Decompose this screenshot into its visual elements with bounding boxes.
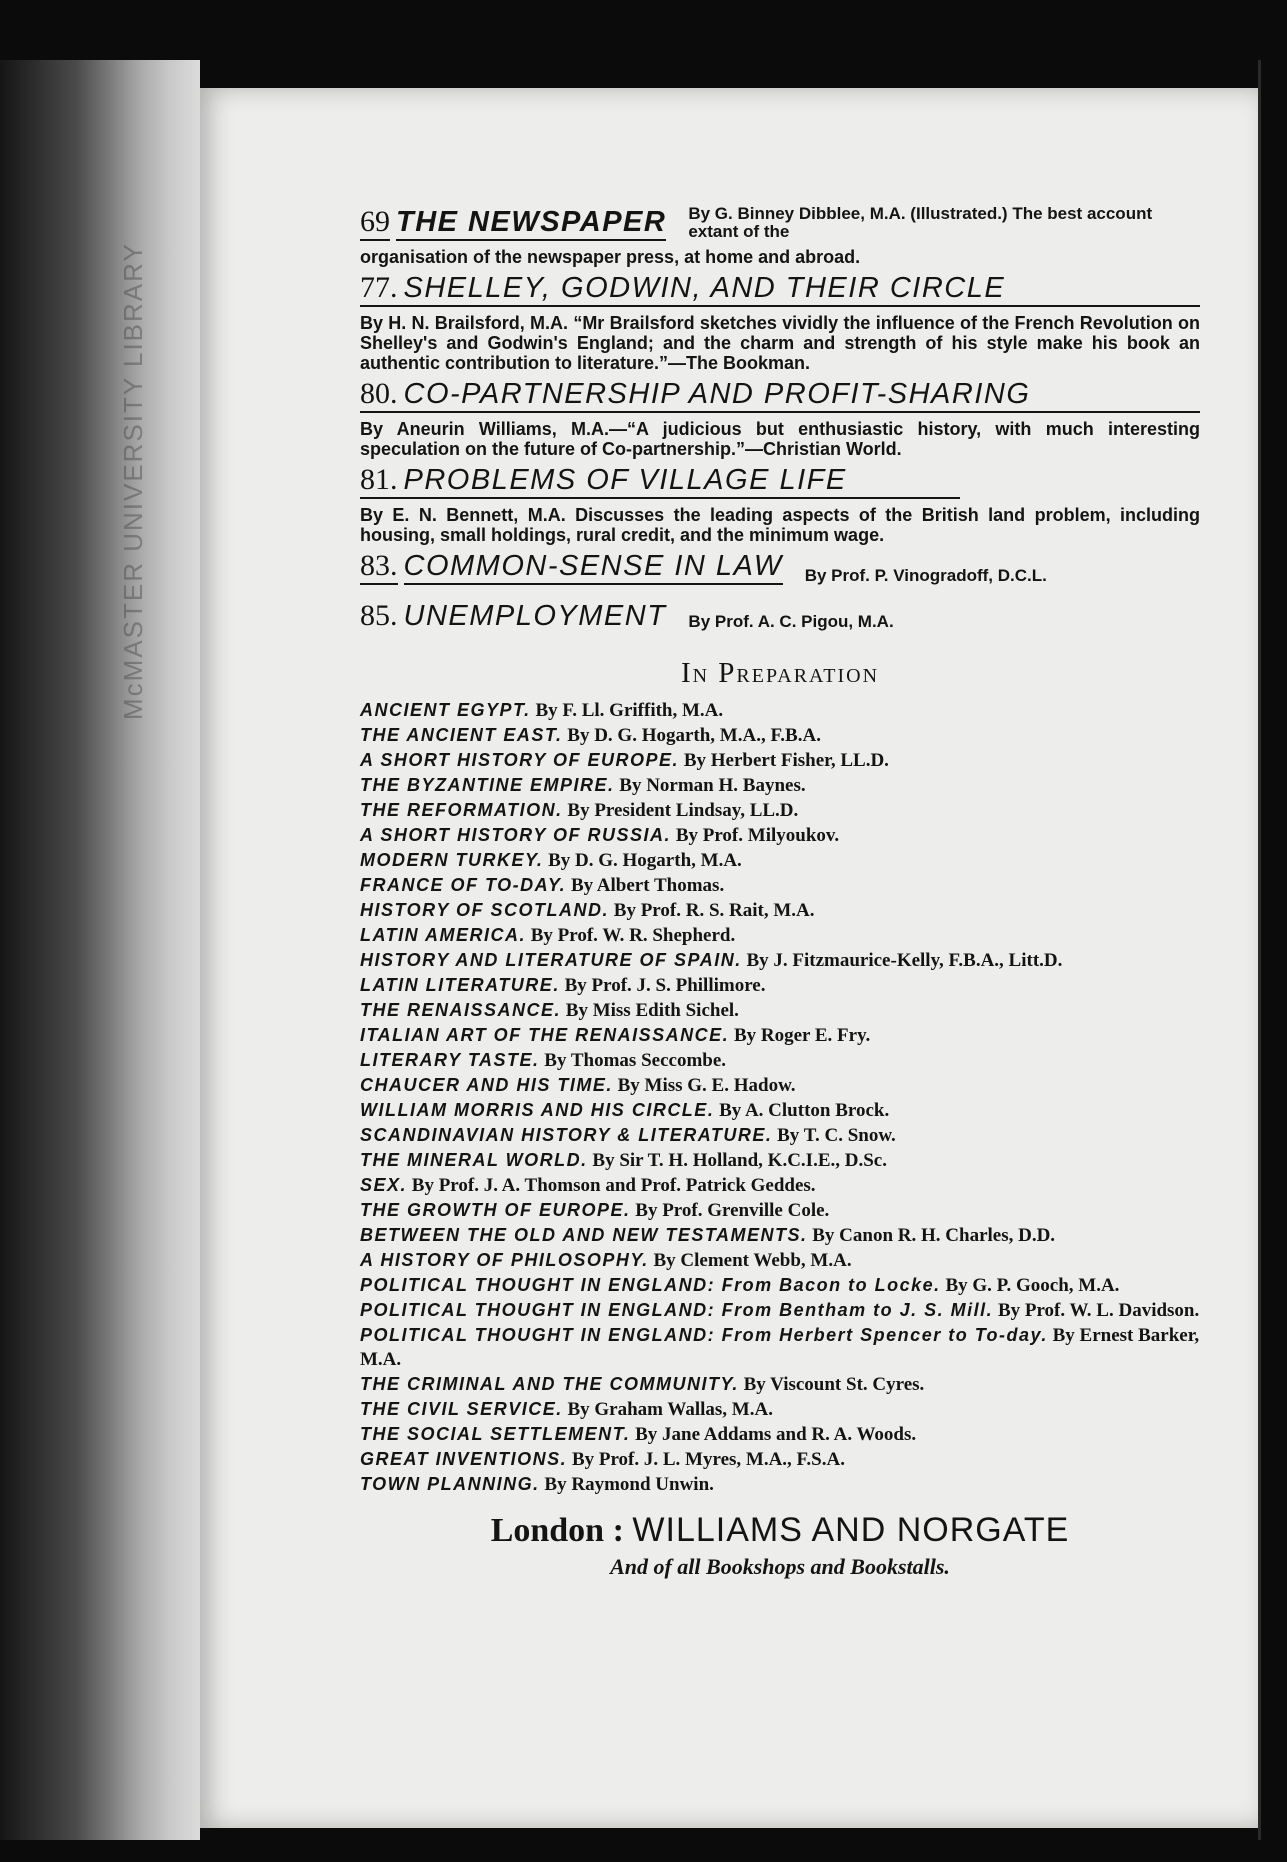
publisher-name: WILLIAMS AND NORGATE: [632, 1511, 1070, 1549]
book-author: By Prof. R. S. Rait, M.A.: [613, 900, 815, 921]
book-title: LATIN LITERATURE.: [360, 975, 560, 995]
list-item: [360, 998, 1200, 1023]
book-author: By J. Fitzmaurice-Kelly, F.B.A., Litt.D.: [746, 950, 1063, 971]
list-item: [360, 848, 1200, 873]
book-author: By Prof. W. R. Shepherd.: [530, 925, 736, 946]
book-author: By Prof. J. L. Myres, M.A., F.S.A.: [571, 1449, 845, 1470]
book-title: HISTORY AND LITERATURE OF SPAIN.: [360, 950, 742, 970]
entry-title: COMMON-SENSE IN LAW: [404, 552, 783, 585]
book-author: By President Lindsay, LL.D.: [567, 800, 799, 821]
list-item: [360, 1298, 1200, 1323]
list-item: [360, 1173, 1200, 1198]
book-author: By Canon R. H. Charles, D.D.: [812, 1225, 1056, 1246]
list-item: [360, 873, 1200, 898]
list-item: [360, 1198, 1200, 1223]
entry-title: SHELLEY, GODWIN, AND THEIR CIRCLE: [403, 272, 1006, 304]
entry-description: By Aneurin Williams, M.A.—“A judicious but enthusiastic history, with much interesting speculation on the future of Co-partnership.”—Christian World.: [360, 419, 1200, 459]
entry-number: 69: [360, 207, 390, 241]
book-title: WILLIAM MORRIS AND HIS CIRCLE.: [360, 1100, 715, 1120]
book-author: By Miss G. E. Hadow.: [617, 1075, 796, 1096]
list-item: [360, 1248, 1200, 1273]
book-title: THE CRIMINAL AND THE COMMUNITY.: [360, 1374, 739, 1394]
list-item: [360, 723, 1200, 748]
page-edge: [1258, 60, 1287, 1840]
book-author: By G. P. Gooch, M.A.: [945, 1275, 1120, 1296]
list-item: [360, 823, 1200, 848]
book-author: By D. G. Hogarth, M.A.: [548, 850, 742, 871]
list-item: [360, 1447, 1200, 1472]
series-entry-81: [360, 465, 1200, 545]
book-title: SEX.: [360, 1175, 408, 1195]
book-title: THE REFORMATION.: [360, 800, 563, 820]
page-content: [360, 205, 1200, 1580]
entry-title: THE NEWSPAPER: [396, 208, 666, 241]
library-stamp: McMASTER UNIVERSITY LIBRARY: [118, 242, 148, 720]
list-item: [360, 1372, 1200, 1397]
list-item: [360, 948, 1200, 973]
list-item: [360, 1273, 1200, 1298]
publisher-line: [360, 1511, 1200, 1550]
entry-author: By Prof. P. Vinogradoff, D.C.L.: [804, 566, 1047, 585]
list-item: [360, 1223, 1200, 1248]
entry-title: UNEMPLOYMENT: [403, 600, 667, 632]
book-author: By Prof. J. A. Thomson and Prof. Patrick Geddes.: [411, 1175, 816, 1196]
book-title: GREAT INVENTIONS.: [360, 1449, 568, 1469]
list-item: [360, 1397, 1200, 1422]
book-title: BETWEEN THE OLD AND NEW TESTAMENTS.: [360, 1225, 808, 1245]
book-author: By Raymond Unwin.: [544, 1474, 714, 1495]
list-item: [360, 923, 1200, 948]
list-item: [360, 1323, 1200, 1372]
book-author: By Norman H. Baynes.: [619, 775, 806, 796]
list-item: [360, 898, 1200, 923]
book-author: By Roger E. Fry.: [733, 1025, 871, 1046]
series-entry-69: [360, 205, 1200, 267]
book-title: SCANDINAVIAN HISTORY & LITERATURE.: [360, 1125, 773, 1145]
series-entry-80: [360, 379, 1200, 459]
book-title: THE RENAISSANCE.: [360, 1000, 562, 1020]
book-title: THE GROWTH OF EUROPE.: [360, 1200, 631, 1220]
book-author: By Graham Wallas, M.A.: [567, 1399, 773, 1420]
book-spine: [0, 60, 200, 1840]
book-author: By Albert Thomas.: [570, 875, 725, 896]
entry-description: By H. N. Brailsford, M.A. “Mr Brailsford sketches vividly the influence of the French Revolution on Shelley's and Godwin's England; and the charm and strength of his style make his book an authentic contribution to literature.”—The Bookman.: [360, 313, 1200, 373]
book-title: THE BYZANTINE EMPIRE.: [360, 775, 615, 795]
in-preparation-heading: In Preparation: [680, 657, 880, 689]
book-title: POLITICAL THOUGHT IN ENGLAND: From Bacon to Locke.: [360, 1275, 941, 1295]
book-title: POLITICAL THOUGHT IN ENGLAND: From Bentham to J. S. Mill.: [360, 1300, 994, 1320]
entry-description: By E. N. Bennett, M.A. Discusses the leading aspects of the British land problem, including housing, small holdings, rural credit, and the minimum wage.: [360, 505, 1200, 545]
book-author: By Prof. J. S. Phillimore.: [564, 975, 766, 996]
list-item: [360, 1472, 1200, 1497]
publisher-tagline: And of all Bookshops and Bookstalls.: [610, 1554, 950, 1579]
book-title: LATIN AMERICA.: [360, 925, 526, 945]
book-title: HISTORY OF SCOTLAND.: [360, 900, 610, 920]
book-author: By F. Ll. Griffith, M.A.: [535, 700, 724, 721]
book-author: By Prof. Milyoukov.: [675, 825, 840, 846]
preparation-list: [360, 698, 1200, 1497]
book-title: LITERARY TASTE.: [360, 1050, 540, 1070]
book-author: By Thomas Seccombe.: [544, 1050, 727, 1071]
entry-author: By G. Binney Dibblee, M.A. (Illustrated.) The best account extant of the: [688, 204, 1153, 241]
entry-number: 83.: [360, 551, 398, 585]
list-item: [360, 1048, 1200, 1073]
book-title: THE CIVIL SERVICE.: [360, 1399, 563, 1419]
list-item: [360, 1123, 1200, 1148]
book-author: By Ernest Barker, M.A.: [360, 1325, 1200, 1370]
book-title: ITALIAN ART OF THE RENAISSANCE.: [360, 1025, 730, 1045]
publisher-city: London :: [490, 1512, 624, 1549]
list-item: [360, 798, 1200, 823]
book-author: By T. C. Snow.: [777, 1125, 896, 1146]
list-item: [360, 773, 1200, 798]
book-title: THE ANCIENT EAST.: [360, 725, 563, 745]
entry-description: organisation of the newspaper press, at home and abroad.: [360, 247, 861, 267]
list-item: [360, 1073, 1200, 1098]
entry-title: CO-PARTNERSHIP AND PROFIT-SHARING: [403, 378, 1031, 410]
list-item: [360, 1422, 1200, 1447]
book-author: By Herbert Fisher, LL.D.: [683, 750, 889, 771]
book-author: By Jane Addams and R. A. Woods.: [635, 1424, 917, 1445]
book-title: THE MINERAL WORLD.: [360, 1150, 588, 1170]
book-author: By D. G. Hogarth, M.A., F.B.A.: [567, 725, 821, 746]
book-title: A HISTORY OF PHILOSOPHY.: [360, 1250, 649, 1270]
entry-number: 81.: [360, 463, 398, 496]
list-item: [360, 698, 1200, 723]
book-author: By Sir T. H. Holland, K.C.I.E., D.Sc.: [592, 1150, 887, 1171]
list-item: [360, 1098, 1200, 1123]
book-title: CHAUCER AND HIS TIME.: [360, 1075, 613, 1095]
list-item: [360, 1148, 1200, 1173]
book-title: POLITICAL THOUGHT IN ENGLAND: From Herbert Spencer to To-day.: [360, 1325, 1048, 1345]
entry-number: 80.: [360, 377, 398, 410]
book-author: By Clement Webb, M.A.: [653, 1250, 852, 1271]
entry-number: 77.: [360, 271, 398, 304]
series-entry-85: [360, 601, 1200, 631]
book-title: MODERN TURKEY.: [360, 850, 544, 870]
list-item: [360, 748, 1200, 773]
book-title: THE SOCIAL SETTLEMENT.: [360, 1424, 631, 1444]
series-entry-77: [360, 273, 1200, 373]
series-entry-83: [360, 551, 1200, 585]
book-title: ANCIENT EGYPT.: [360, 700, 531, 720]
book-title: TOWN PLANNING.: [360, 1474, 540, 1494]
book-author: By Viscount St. Cyres.: [743, 1374, 925, 1395]
entry-number: 85.: [360, 599, 398, 632]
book-title: FRANCE OF TO-DAY.: [360, 875, 567, 895]
list-item: [360, 973, 1200, 998]
book-author: By Miss Edith Sichel.: [565, 1000, 739, 1021]
entry-author: By Prof. A. C. Pigou, M.A.: [688, 612, 894, 631]
book-author: By Prof. W. L. Davidson.: [997, 1300, 1200, 1321]
book-author: By Prof. Grenville Cole.: [635, 1200, 830, 1221]
book-title: A SHORT HISTORY OF EUROPE.: [360, 750, 680, 770]
book-title: A SHORT HISTORY OF RUSSIA.: [360, 825, 672, 845]
list-item: [360, 1023, 1200, 1048]
book-author: By A. Clutton Brock.: [719, 1100, 890, 1121]
entry-title: PROBLEMS OF VILLAGE LIFE: [403, 464, 847, 496]
